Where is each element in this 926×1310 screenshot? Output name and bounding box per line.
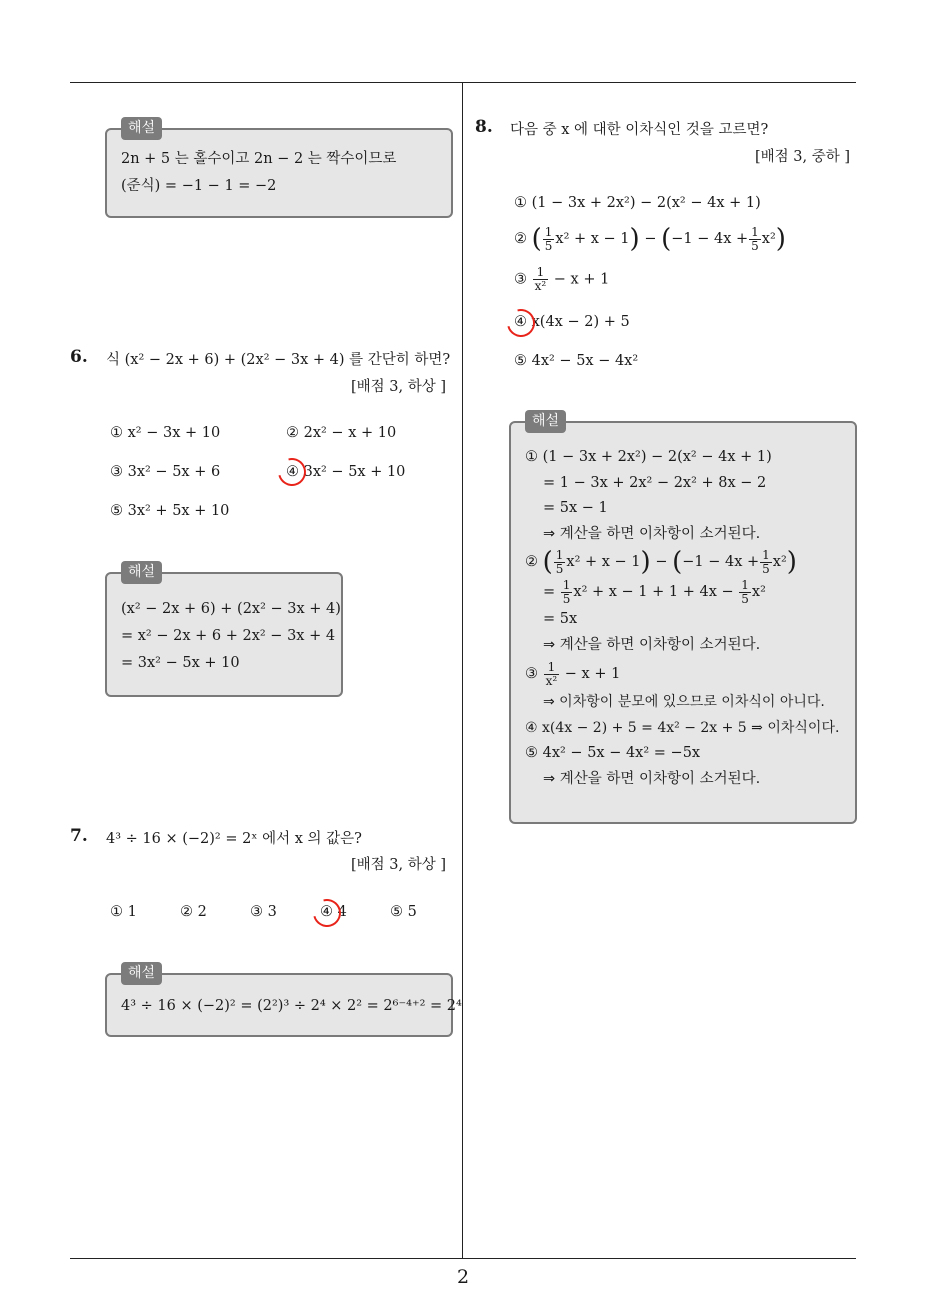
option-2[interactable]: ② 2	[180, 904, 207, 920]
solution-line: ① (1 − 3x + 2x²) − 2(x² − 4x + 1)	[525, 449, 772, 465]
page-number: 2	[456, 1266, 470, 1288]
fraction: $\frac{1}{\text{x²}}$	[534, 265, 547, 293]
option-mark: ②	[514, 231, 527, 247]
solution-line: ⇒ 계산을 하면 이차항이 소거된다.	[543, 525, 761, 542]
option-3[interactable]: ③ 3x² − 5x + 6	[110, 464, 221, 480]
solution-line: (준식) = −1 − 1 = −2	[121, 178, 277, 194]
solution-line: ④ x(4x − 2) + 5 = 4x² − 2x + 5 ⇒ 이차식이다.	[525, 719, 840, 736]
solution-line: = 1 − 3x + 2x² − 2x² + 8x − 2	[543, 474, 767, 491]
solution-line: 4³ ÷ 16 × (−2)² = (2²)³ ÷ 2⁴ × 2² = 2⁶⁻⁴⁺² = 2⁴	[121, 998, 462, 1014]
solution-tag: 해설	[121, 117, 162, 140]
option-2[interactable]: ② ( $\frac{1}{5}$ x² + x − 1) − (−1 − 4x + $\frac{1}{5}$ x²)	[514, 224, 786, 254]
solution-line: ② ( $\frac{1}{5}$ x² + x − 1) − (−1 − 4x + $\frac{1}{5}$ x²)	[525, 547, 797, 577]
option-3[interactable]: ③ $\frac{1}{\text{x²}}$ − x + 1	[514, 265, 610, 293]
solution-line: ③ $\frac{1}{\text{x²}}$ − x + 1	[525, 659, 621, 688]
option-2[interactable]: ② 2x² − x + 10	[286, 425, 397, 441]
question-text: 4³ ÷ 16 × (−2)² = 2ˣ 에서 x 의 값은?	[106, 831, 362, 847]
question-text: 식 (x² − 2x + 6) + (2x² − 3x + 4) 를 간단히 하면?	[106, 352, 451, 368]
solution-line: = $\frac{1}{5}$ x² + x − 1 + 1 + 4x − $\frac{1}{5}$ x²	[543, 577, 766, 606]
question-text: 다음 중 x 에 대한 이차식인 것을 고르면?	[510, 122, 769, 138]
question-number: 6.	[70, 347, 88, 367]
solution-line: = 3x² − 5x + 10	[121, 655, 240, 671]
option-4[interactable]: ④ 3x² − 5x + 10	[286, 464, 406, 480]
option-5[interactable]: ⑤ 5	[390, 904, 417, 920]
option-5[interactable]: ⑤ 4x² − 5x − 4x²	[514, 353, 639, 369]
bottom-rule	[70, 1258, 856, 1259]
fraction: $\frac{1}{5}$	[751, 224, 759, 253]
option-mark: ③	[514, 271, 527, 288]
solution-line: 2n + 5 는 홀수이고 2n − 2 는 짝수이므로	[121, 151, 397, 167]
solution-line: = 5x	[543, 611, 578, 627]
option-1[interactable]: ① 1	[110, 904, 137, 920]
option-3[interactable]: ③ 3	[250, 904, 277, 920]
solution-tag: 해설	[121, 962, 162, 985]
solution-box-q7	[105, 965, 462, 1037]
question-number: 7.	[70, 826, 88, 846]
solution-line: ⇒ 이차항이 분모에 있으므로 이차식이 아니다.	[543, 694, 825, 710]
fraction: $\frac{1}{5}$	[544, 224, 553, 253]
option-1[interactable]: ① (1 − 3x + 2x²) − 2(x² − 4x + 1)	[514, 195, 761, 211]
solution-line: ⑤ 4x² − 5x − 4x² = −5x	[525, 745, 701, 761]
solution-tag: 해설	[121, 561, 162, 584]
score-label: [배점 3, 하상 ]	[351, 379, 447, 395]
solution-line: (x² − 2x + 6) + (2x² − 3x + 4)	[121, 601, 341, 617]
solution-box-q6	[105, 564, 343, 697]
option-5[interactable]: ⑤ 3x² + 5x + 10	[110, 503, 230, 519]
option-4[interactable]: ④ 4	[320, 904, 347, 920]
column-divider	[462, 82, 463, 1258]
solution-tag: 해설	[525, 410, 566, 433]
solution-line: ⇒ 계산을 하면 이차항이 소거된다.	[543, 770, 761, 787]
answer-circle-mark	[502, 304, 540, 342]
solution-line: = 5x − 1	[543, 500, 608, 516]
score-label: [배점 3, 하상 ]	[351, 857, 447, 873]
question-number: 8.	[475, 117, 493, 137]
solution-line: = x² − 2x + 6 + 2x² − 3x + 4	[121, 628, 336, 644]
option-1[interactable]: ① x² − 3x + 10	[110, 425, 221, 441]
solution-line: ⇒ 계산을 하면 이차항이 소거된다.	[543, 636, 761, 653]
score-label: [배점 3, 중하 ]	[755, 149, 851, 165]
solution-box-q8	[509, 413, 857, 824]
answer-circle-mark	[273, 453, 311, 491]
option-4[interactable]: ④ x(4x − 2) + 5	[514, 314, 630, 330]
answer-circle-mark	[308, 894, 346, 932]
solution-box-q5	[105, 120, 453, 218]
